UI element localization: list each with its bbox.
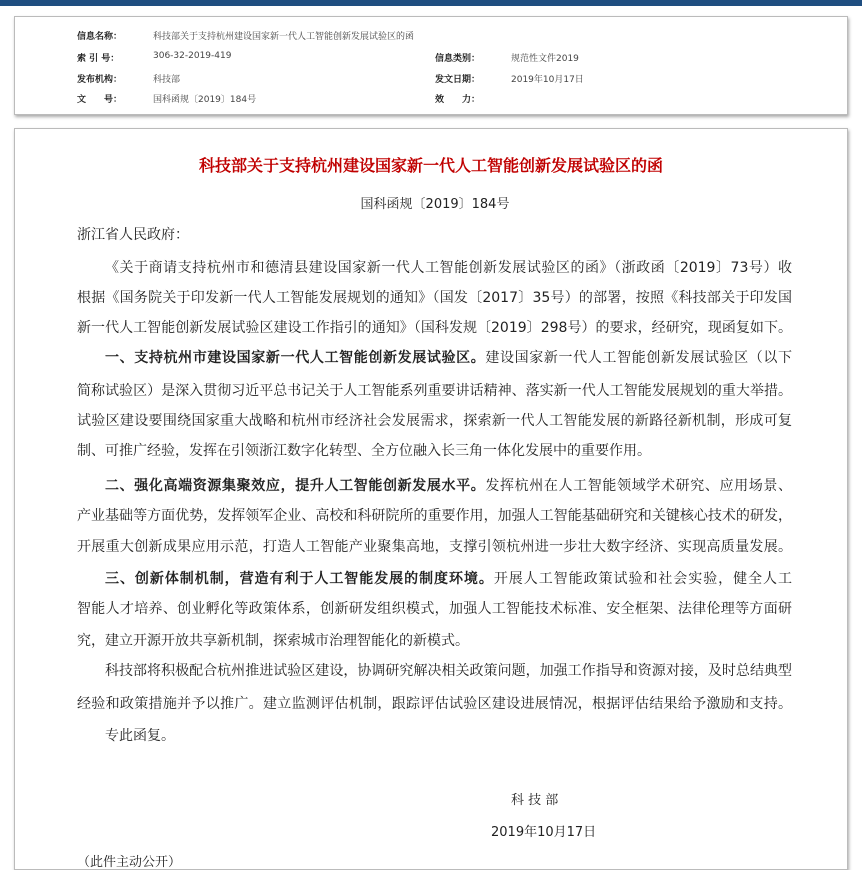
body-line [77, 506, 792, 526]
salutation: 浙江省人民政府： [77, 227, 189, 243]
line-text: 根据《国务院关于印发新一代人工智能发展规划的通知》（国发〔2017〕35号）的部署，按照《科技部关于印发国 [77, 290, 792, 306]
signature: 科 技 部 [511, 793, 559, 808]
body-line [77, 381, 792, 401]
line-text: 开展人工智能政策试验和社会实验，健全人工 [493, 571, 792, 587]
line-text: 专此函复。 [105, 728, 175, 744]
document-number: 国科函规〔2019〕184号 [360, 197, 510, 212]
info-category-label: 信息类别： [435, 54, 481, 64]
body-line [105, 569, 792, 589]
line-text: 究，建立开源开放共享新机制，探索城市治理智能化的新模式。 [77, 633, 469, 649]
body-line [77, 599, 792, 619]
line-text: 产业基础等方面优势，发挥领军企业、高校和科研院所的重要作用，加强人工智能基础研究和关键核心技术的研发， [77, 508, 792, 524]
body-line [77, 537, 792, 557]
document-title: 科技部关于支持杭州建设国家新一代人工智能创新发展试验区的函 [198, 156, 663, 175]
info-name-label: 信息名称： [77, 32, 123, 42]
line-text: 《关于商请支持杭州市和德清县建设国家新一代人工智能创新发展试验区的函》（浙政函〔2019〕73号）收 [105, 260, 792, 276]
section-heading: 二、强化高端资源集聚效应，提升人工智能创新发展水平。 [105, 478, 486, 494]
body-line [105, 661, 792, 681]
body-line [77, 411, 792, 431]
line-text: 发挥杭州在人工智能领域学术研究、应用场景、 [485, 478, 792, 494]
sign-date: 2019年10月17日 [491, 825, 597, 840]
line-text: 制、可推广经验，发挥在引领浙江数字化转型、全方位融入长三角一体化发展中的重要作用。 [77, 443, 651, 459]
document-body [14, 128, 848, 870]
info-category-value: 规范性文件2019 [511, 54, 579, 64]
top-bar [0, 0, 862, 6]
footnote: （此件主动公开） [77, 855, 182, 870]
info-docno-label: 文 号： [77, 95, 123, 105]
body-line [105, 476, 792, 496]
body-line [105, 348, 792, 368]
line-text: 开展重大创新成果应用示范，打造人工智能产业聚集高地，支撑引领杭州进一步壮大数字经济、实现高质量发展。 [77, 539, 792, 555]
line-text: 试验区建设要围绕国家重大战略和杭州市经济社会发展需求，探索新一代人工智能发展的新路径新机制，形成可复 [77, 413, 792, 429]
body-line [77, 694, 792, 714]
info-docno-value: 国科函规〔2019〕184号 [153, 95, 257, 105]
info-agency-label: 发布机构： [77, 75, 123, 85]
body-line [105, 258, 792, 278]
body-line [105, 726, 792, 746]
info-date-label: 发文日期： [435, 75, 481, 85]
body-line [77, 288, 792, 308]
line-text: 智能人才培养、创业孵化等政策体系，创新研发组织模式，加强人工智能技术标准、安全框架、法律伦理等方面研 [77, 601, 792, 617]
line-text: 新一代人工智能创新发展试验区建设工作指引的通知》（国科发规〔2019〕298号）的要求，经研究，现函复如下。 [77, 320, 792, 336]
line-text: 简称试验区）是深入贯彻习近平总书记关于人工智能系列重要讲话精神、落实新一代人工智能发展规划的重大举措。 [77, 383, 792, 399]
info-validity-label: 效 力： [435, 95, 481, 105]
section-heading: 一、支持杭州市建设国家新一代人工智能创新发展试验区。 [105, 350, 486, 366]
line-text: 经验和政策措施并予以推广。建立监测评估机制，跟踪评估试验区建设进展情况，根据评估结果给予激励和支持。 [77, 696, 792, 712]
section-heading: 三、创新体制机制，营造有利于人工智能发展的制度环境。 [105, 571, 494, 587]
body-line [77, 441, 792, 461]
info-name-value: 科技部关于支持杭州建设国家新一代人工智能创新发展试验区的函 [153, 32, 415, 42]
info-date-value: 2019年10月17日 [511, 75, 584, 85]
info-index-label: 索 引 号： [77, 54, 120, 64]
body-line [77, 631, 792, 651]
line-text: 建设国家新一代人工智能创新发展试验区（以下 [485, 350, 792, 366]
info-index-value: 306-32-2019-419 [153, 51, 232, 61]
body-line [77, 318, 792, 338]
info-agency-value: 科技部 [153, 75, 181, 85]
line-text: 科技部将积极配合杭州推进试验区建设，协调研究解决相关政策问题，加强工作指导和资源对接，及时总结典型 [105, 663, 792, 679]
info-panel [14, 16, 848, 115]
